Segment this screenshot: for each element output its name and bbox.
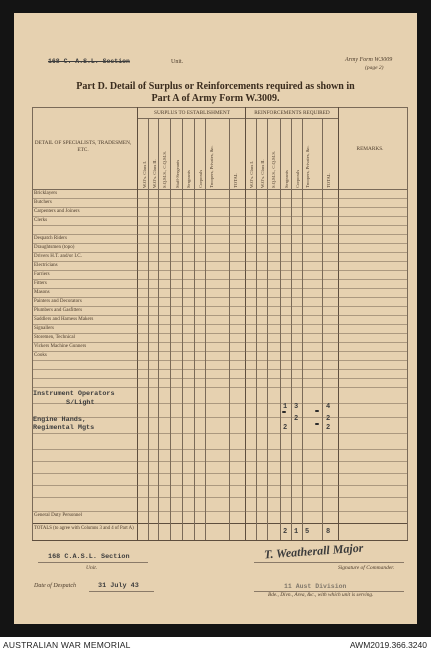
col-rule [256,118,257,540]
row-rule [32,360,408,361]
total-sergeants: 2 [283,528,288,536]
entry-instr-corporals: 3 [294,403,299,411]
table-top-rule [32,107,408,108]
table-header-rule [138,118,338,119]
table-totals-rule [32,523,408,524]
trade-row: Vickers Machine Gunners [34,344,87,349]
trade-row: Farriers [34,272,50,277]
archive-accession-number: AWM2019.366.3240 [349,640,427,650]
entry-engine-total: 2 [326,415,331,423]
trade-row: Cooks [34,353,47,358]
despatch-date: 31 July 43 [98,582,139,590]
entry-engine-corporals: 2 [294,415,299,423]
general-duty-row: General Duty Personnel [34,513,83,518]
trade-row: Fitters [34,281,47,286]
row-rule [32,433,408,434]
entry-regimental-sergeants: 2 [283,424,288,432]
row-rule [32,306,408,307]
row-rule [32,333,408,334]
surplus-col-sqms: S.Q.M.S., C.Q.M.S. [162,150,167,188]
row-rule [32,315,408,316]
despatch-label: Date of Despatch [34,583,76,589]
entry-instr-total: 4 [326,403,331,411]
trade-row: Signallers [34,326,54,331]
row-rule [32,485,408,486]
archive-caption-bar [0,637,431,653]
division-typed: 11 Aust Division [284,583,347,590]
row-rule [32,216,408,217]
row-rule [32,378,408,379]
row-rule [32,225,408,226]
form-title-line2: Part A of Army Form W.3009. [151,93,280,104]
row-rule [32,288,408,289]
col-rule [205,118,206,540]
trade-row: Saddlers and Harness Makers [34,317,94,322]
surplus-col-sergeants: Sergeants [186,170,191,188]
pencil-mark [282,411,286,413]
col-remarks-header: REMARKS. [356,146,384,152]
trade-row: Storemen, Technical [34,335,75,340]
surplus-col-troopers: Troopers, Privates, &c. [209,145,214,188]
col-reinforcements-header: REINFORCEMENTS REQUIRED [254,110,330,116]
trade-row: Despatch Riders [34,236,67,241]
army-form-page [14,13,417,624]
form-number: Army Form W.3009 [345,57,393,63]
typed-row-searchlight: S/Light [66,399,95,407]
trade-row: Butchers [34,200,52,205]
row-rule [32,342,408,343]
row-rule [32,449,408,450]
col-rule [148,118,149,540]
total-overall: 8 [326,528,331,536]
reinf-col-corporals: Corporals [295,169,300,188]
row-rule [32,270,408,271]
trade-row: Painters and Decorators [34,299,82,304]
typed-row-engine-hands: Engine Hands, [33,416,87,424]
reinf-col-troopers: Troopers, Privates, &c. [305,145,310,188]
reinf-col-sqms: S.Q.M.S., C.Q.M.S. [271,150,276,188]
typed-row-regimental: Regimental Mgts [33,424,95,432]
despatch-line [89,591,154,592]
col-rule [158,118,159,540]
row-rule [32,261,408,262]
row-rule [32,461,408,462]
page-number: (page 2) [365,65,384,71]
surplus-col-corporals: Corporals [198,169,203,188]
footer-unit-label: Unit. [86,565,98,571]
reinf-col-wo2: W.O's. Class II. [260,159,265,188]
totals-label: TOTALS (to agree with Columns 3 and 4 of Part A) [34,526,134,531]
trade-row: Drivers H.T. and/or I.C. [34,254,82,259]
surplus-col-wo1: W.O's. Class I. [142,160,147,188]
col-rule [267,118,268,540]
row-rule [32,369,408,370]
row-rule [32,473,408,474]
total-troopers: 5 [305,528,310,536]
reinf-col-sergeants: Sergeants [284,170,289,188]
row-rule [32,297,408,298]
trade-row: Electricians [34,263,58,268]
entry-regimental-total: 2 [326,424,331,432]
row-rule [32,511,408,512]
surplus-col-total: TOTAL [233,173,238,188]
unit-typed: 168 C. A.S.L. Section [48,58,130,65]
row-rule [32,417,408,418]
trade-row: Carpenters and Joiners [34,209,80,214]
row-rule [32,351,408,352]
reinf-col-wo1: W.O's. Class I. [249,160,254,188]
typed-row-instrument-operators: Instrument Operators [33,390,115,398]
trade-row: Plumbers and Gasfitters [34,308,83,313]
row-rule [32,497,408,498]
row-rule [32,243,408,244]
col-rule [322,118,323,540]
col-detail-header: DETAIL OF SPECIALISTS, TRADESMEN, ETC. [34,140,132,153]
col-rule [194,118,195,540]
footer-unit-typed: 168 C.A.S.L. Section [48,553,130,561]
signature-label: Signature of Commander. [338,565,395,571]
signature-line [254,562,404,563]
unit-line [38,562,148,563]
col-rule [302,118,303,540]
col-rule [170,118,171,540]
col-surplus-header: SURPLUS TO ESTABLISHMENT [154,110,230,116]
row-rule [32,252,408,253]
pencil-mark [315,410,319,412]
row-rule [32,324,408,325]
row-rule [32,279,408,280]
division-label: Bde., Divn., Area, &c., with which unit is serving. [268,592,374,598]
row-rule [32,234,408,235]
archive-name: AUSTRALIAN WAR MEMORIAL [3,640,131,650]
col-rule [280,118,281,540]
col-rule [229,118,230,540]
surplus-col-staff-sergeants: Staff-Sergeants [175,159,180,188]
trade-row: Clerks [34,218,48,223]
commander-signature: T. Weatherall Major [263,540,364,562]
row-rule [32,387,408,388]
row-rule [32,198,408,199]
trade-row: Masons [34,290,50,295]
entry-instr-sergeants: 1 [283,403,288,411]
pencil-mark [315,423,319,425]
form-title-line1: Part D. Detail of Surplus or Reinforcements required as shown in [76,81,355,92]
trade-row: Bricklayers [34,191,58,196]
row-rule [32,207,408,208]
col-rule [182,118,183,540]
unit-label: Unit. [171,59,184,65]
total-corporals: 1 [294,528,299,536]
table-body-rule [32,189,408,190]
reinf-col-total: TOTAL [326,173,331,188]
trade-row: Draughtsmen (topo) [34,245,75,250]
col-rule [291,118,292,540]
surplus-col-wo2: W.O's. Class II. [152,159,157,188]
